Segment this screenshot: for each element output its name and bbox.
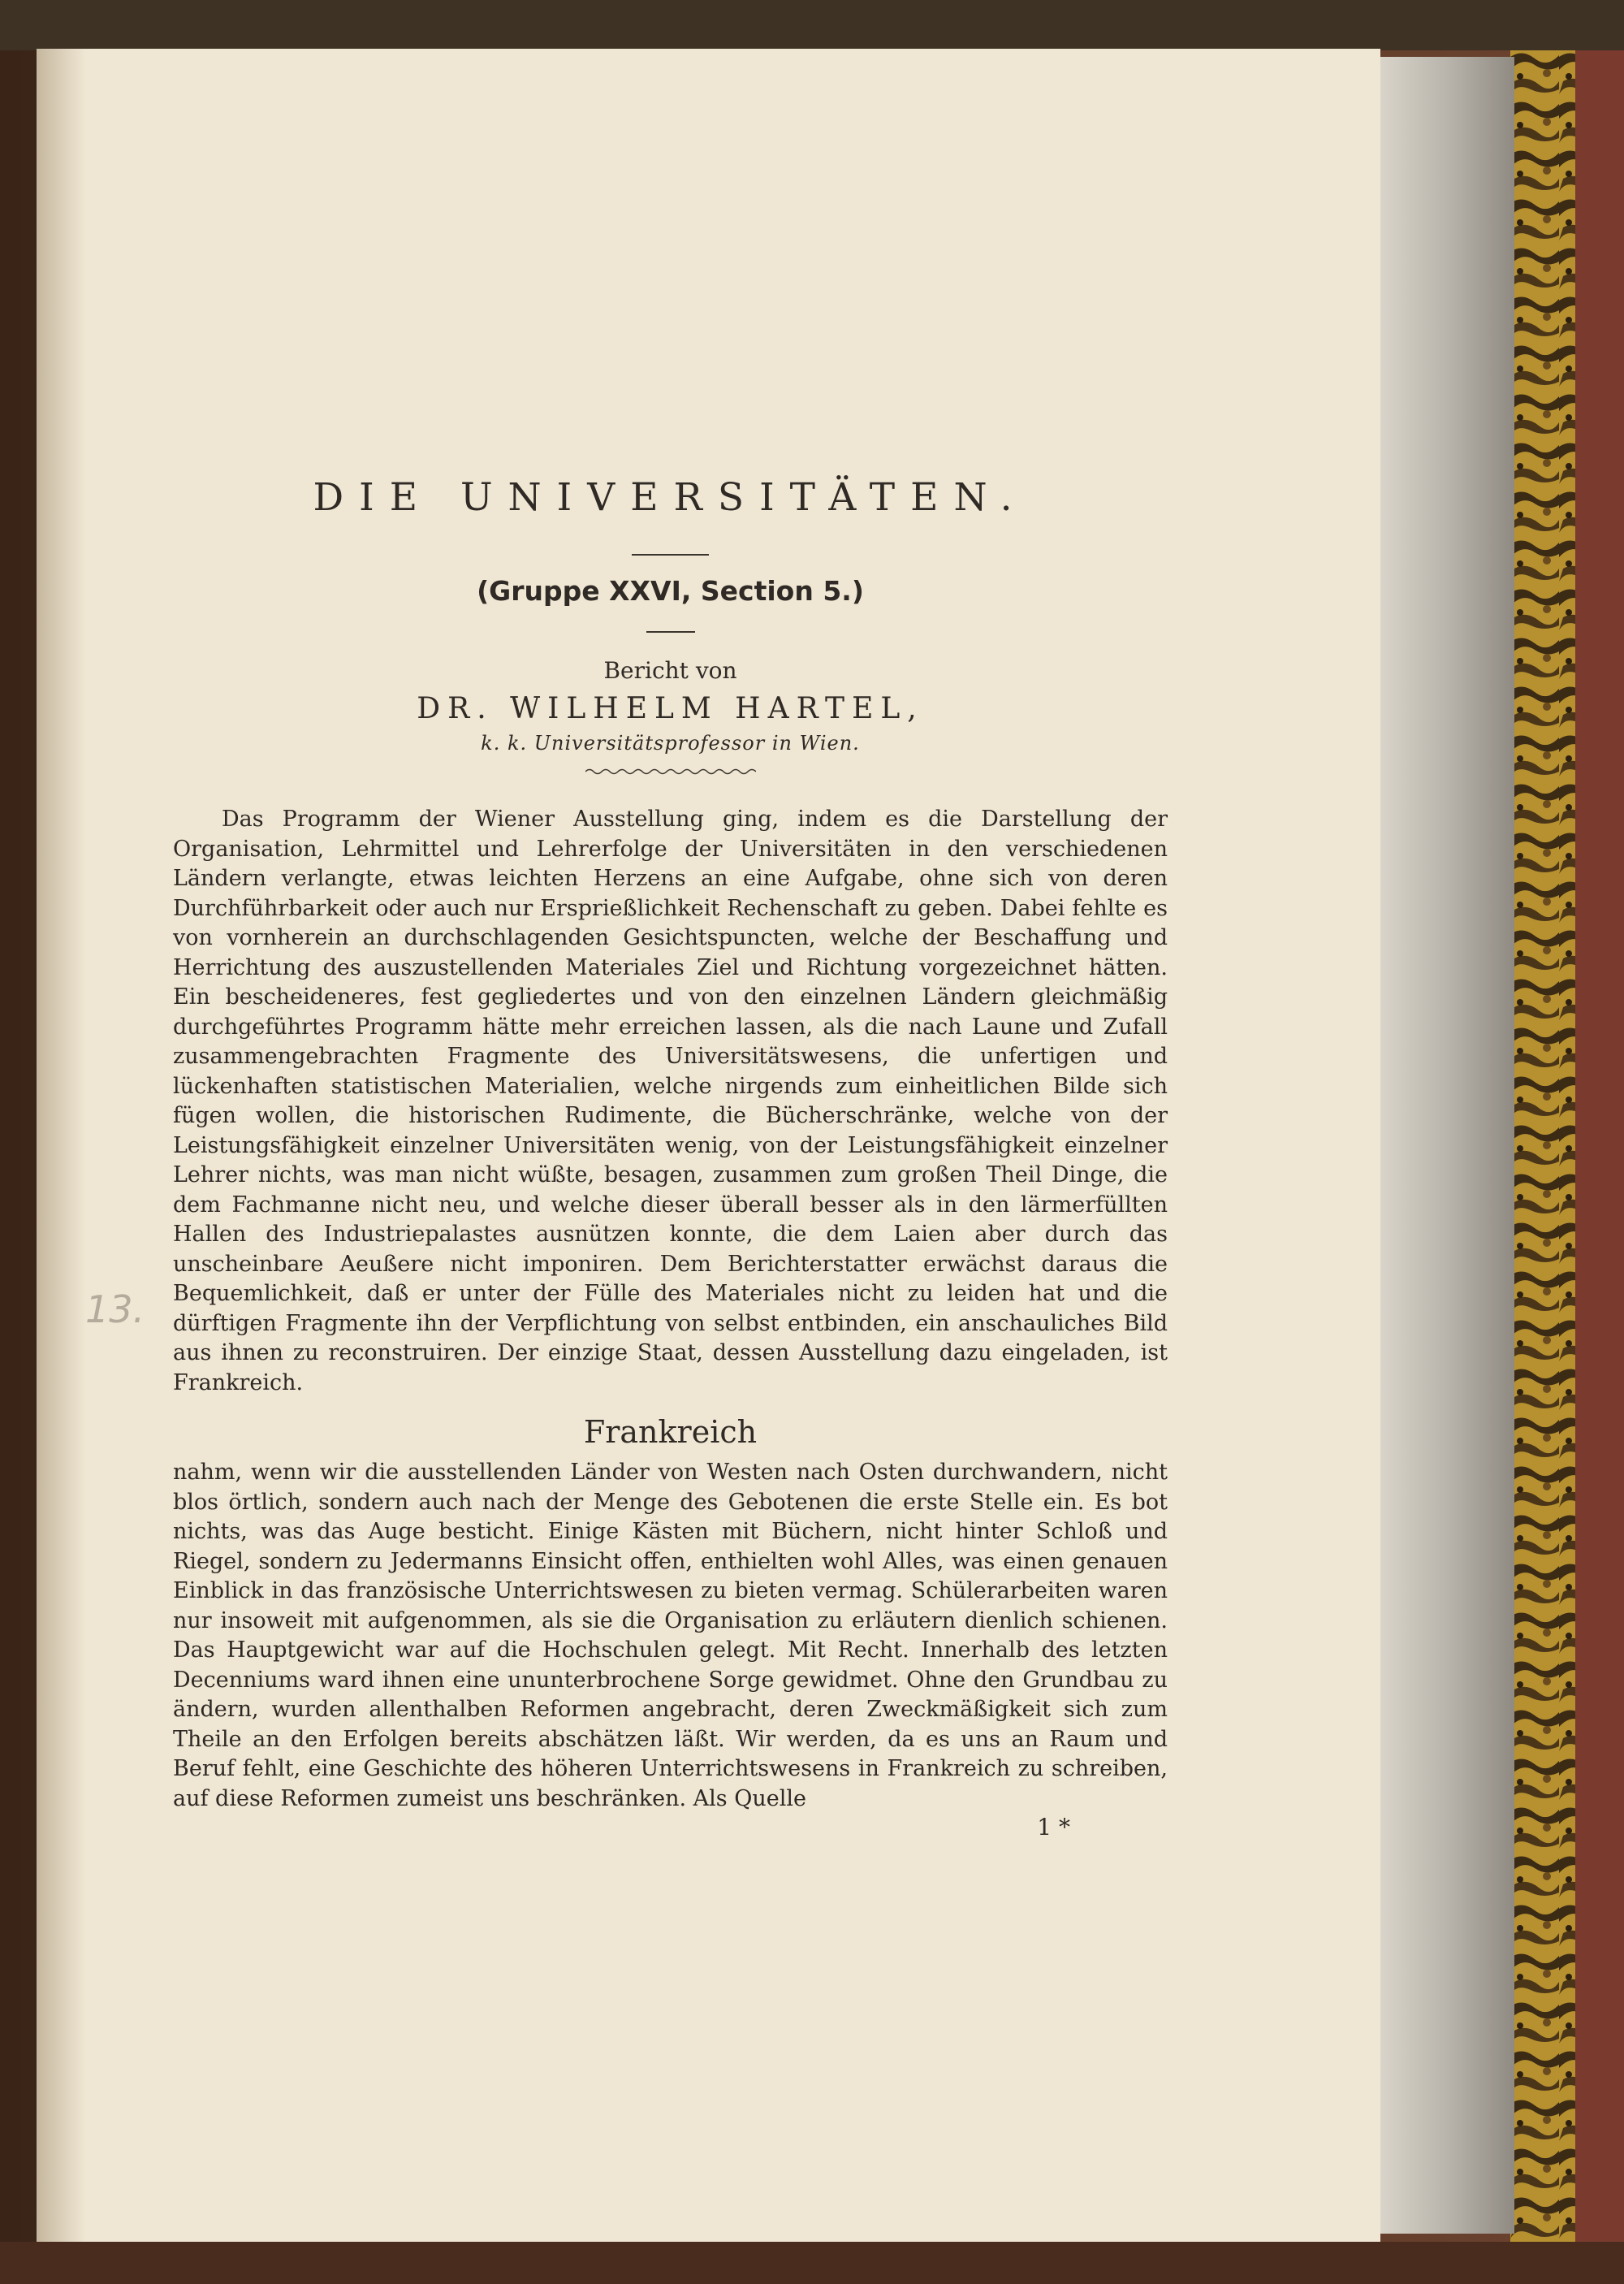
page-title: DIE UNIVERSITÄTEN. xyxy=(313,475,1028,520)
group-subtitle: (Gruppe XXVI, Section 5.) xyxy=(477,575,864,607)
author-name xyxy=(173,692,1168,725)
author-fullname: WILHELM HARTEL, xyxy=(510,692,924,725)
ornamental-wave-rule xyxy=(585,766,756,777)
intro-paragraph: Das Programm der Wiener Ausstellung ging, indem es die Darstellung der Organisation, Lehrmittel und Lehrerfolge der Universitäten in den verschiedenen Ländern verlangte, etwas leichten Herzens an eine Aufgabe, ohne sich von deren Durchführbarkeit oder auch nur Ersprießlichkeit Rechenschaft zu geben. Dabei fehlte es von vornherein an durchschlagenden Gesichtspuncten, welche der Beschaffung und Herrichtung des auszustellenden Materiales Ziel und Richtung vorgezeichnet hätten. Ein bescheideneres, fest gegliedertes und von den einzelnen Ländern gleichmäßig durchgeführtes Programm hätte mehr erreichen lassen, als die nach Laune und Zufall zusammengebrachten Fragmente des Universitätswesens, die unfertigen und lückenhaften statistischen Materialien, welche nirgends zum einheitlichen Bilde sich fügen wollen, die historischen Rudimente, die Bücherschränke, welche von der Leistungsfähigkeit einzelner Universitäten wenig, von der Leistungsfähigkeit einzelner Lehrer nichts, was man nicht wüßte, besagen, zusammen zum großen Theil Dinge, die dem Fachmanne nicht neu, und welche dieser überall besser als in den lärmerfüllten Hallen des Industriepalastes ausnützen konnte, die dem Laien aber durch das unscheinbare Aeußere nicht imponiren. Dem Berichterstatter erwächst daraus die Bequemlichkeit, daß er unter der Fülle des Materiales nicht zu leiden hat und die dürftigen Fragmente ihn der Verpflichtung von selbst entbinden, ein anschauliches Bild aus ihnen zu reconstruiren. Der einzige Staat, dessen Ausstellung dazu eingeladen, ist Frankreich. xyxy=(173,807,1168,1395)
section-paragraph: nahm, wenn wir die ausstellenden Länder von Westen nach Osten durchwandern, nicht blos örtlich, sondern auch nach der Menge des Gebotenen die erste Stelle ein. Es bot nichts, was das Auge besticht. Einige Kästen mit Büchern, nicht hinter Schloß und Riegel, sondern zu Jedermanns Einsicht offen, enthielten wohl Alles, was einen genauen Einblick in das französische Unterrichtswesen zu bieten vermag. Schülerarbeiten waren nur insoweit mit aufgenommen, als sie die Organisation zu erläutern dienlich schienen. Das Hauptgewicht war auf die Hochschulen gelegt. Mit Recht. Innerhalb des letzten Decenniums ward ihnen eine ununterbrochene Sorge gewidmet. Ohne den Grundbau zu ändern, wurden allenthalben Reformen angebracht, deren Zweckmäßigkeit sich zum Theile an den Erfolgen bereits abschätzen läßt. Wir werden, da es uns an Raum und Beruf fehlt, eine Geschichte des höheren Unterrichtswesens in Frankreich zu schreiben, auf diese Reformen zumeist uns beschränken. Als Quelle xyxy=(173,1460,1168,1811)
pencil-margin-note: 13. xyxy=(85,1287,145,1331)
section-heading: Frankreich xyxy=(583,1414,758,1450)
author-affiliation: k. k. Universitätsprofessor in Wien. xyxy=(481,732,860,755)
signature-mark: 1 * xyxy=(1037,1814,1070,1841)
report-by-label: Bericht von xyxy=(603,657,737,684)
divider xyxy=(646,631,695,633)
page-content xyxy=(173,475,1168,1841)
gutter-shadow xyxy=(37,49,85,2242)
author-title: DR. xyxy=(417,692,494,725)
divider xyxy=(632,554,709,556)
